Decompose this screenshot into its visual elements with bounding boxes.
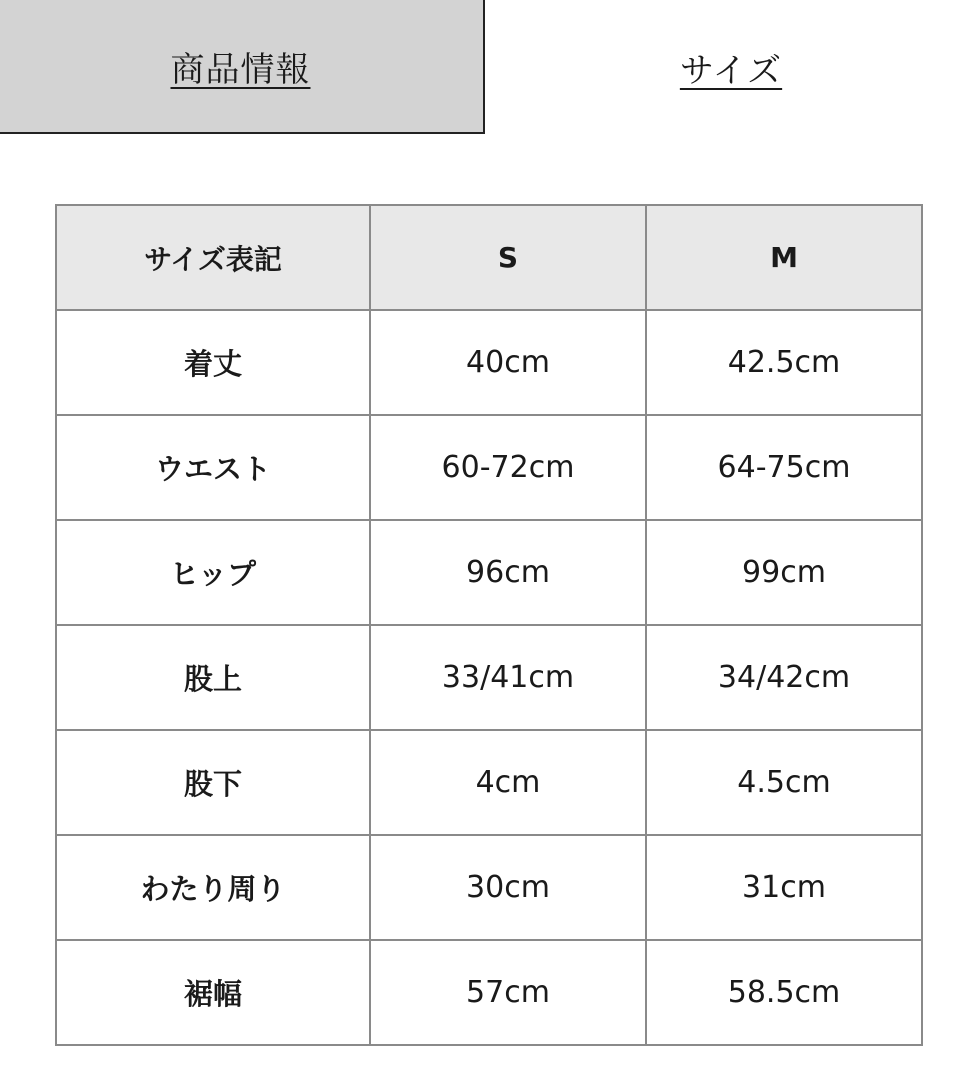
row-label: 股下: [56, 730, 370, 835]
tab-size-label: サイズ: [679, 50, 783, 91]
table-row: [56, 310, 922, 415]
value-s: 96cm: [370, 520, 646, 625]
row-label: ウエスト: [56, 415, 370, 520]
row-label: 裾幅: [56, 940, 370, 1045]
table-row: [56, 940, 922, 1045]
value-s: 40cm: [370, 310, 646, 415]
value-m: 4.5cm: [646, 730, 922, 835]
table-row: [56, 835, 922, 940]
table-row: [56, 520, 922, 625]
value-s: 33/41cm: [370, 625, 646, 730]
row-label: 着丈: [56, 310, 370, 415]
value-m: 64-75cm: [646, 415, 922, 520]
table-row: [56, 730, 922, 835]
value-m: 99cm: [646, 520, 922, 625]
row-label: ヒップ: [56, 520, 370, 625]
header-size-label: サイズ表記: [56, 205, 370, 310]
value-m: 42.5cm: [646, 310, 922, 415]
value-s: 60-72cm: [370, 415, 646, 520]
row-label: わたり周り: [56, 835, 370, 940]
value-s: 4cm: [370, 730, 646, 835]
table-header-row: [56, 205, 922, 310]
table-row: [56, 625, 922, 730]
value-m: 34/42cm: [646, 625, 922, 730]
tab-product-info[interactable]: [0, 0, 485, 134]
row-label: 股上: [56, 625, 370, 730]
header-size-s: S: [370, 205, 646, 310]
header-size-m: M: [646, 205, 922, 310]
table-row: [56, 415, 922, 520]
tab-bar: [0, 0, 975, 136]
value-s: 57cm: [370, 940, 646, 1045]
tab-product-info-label: 商品情報: [170, 49, 311, 90]
size-table: [55, 204, 923, 1046]
value-m: 58.5cm: [646, 940, 922, 1045]
value-s: 30cm: [370, 835, 646, 940]
tab-size[interactable]: [487, 0, 975, 134]
value-m: 31cm: [646, 835, 922, 940]
